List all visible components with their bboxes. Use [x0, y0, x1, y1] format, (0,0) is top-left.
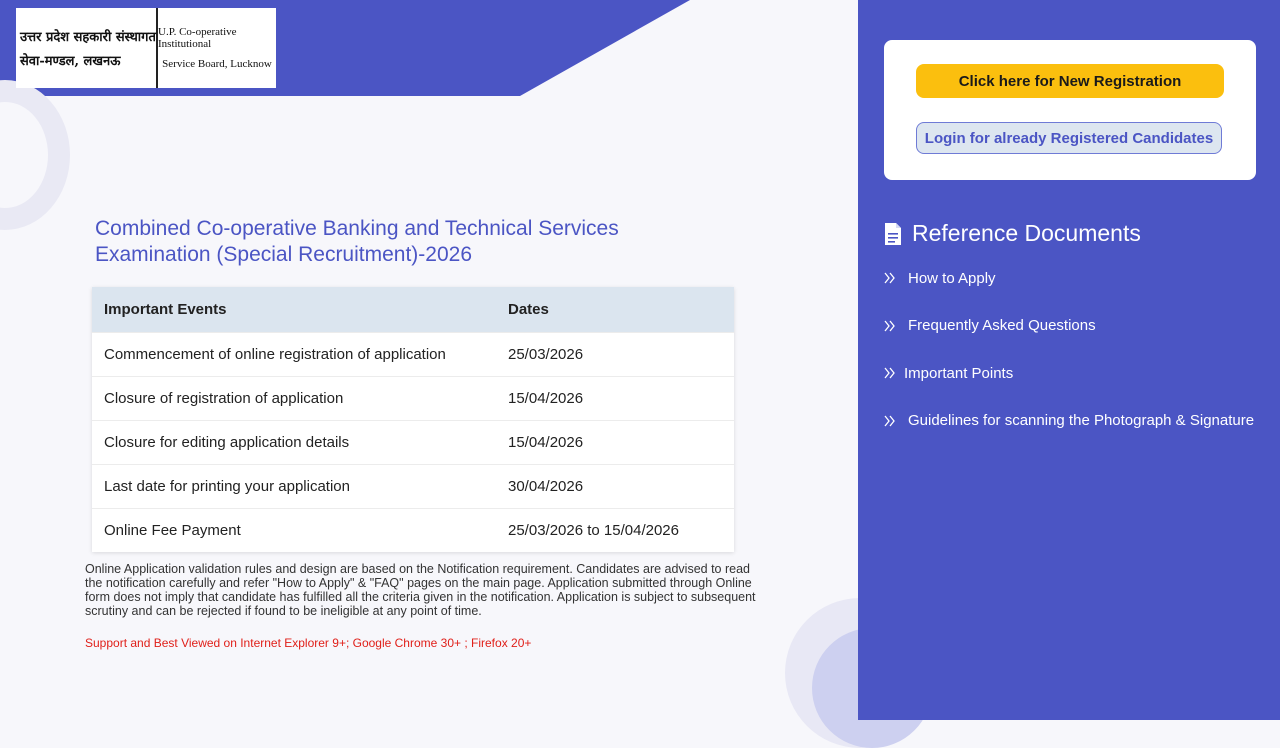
- browser-support-text: Support and Best Viewed on Internet Explorer 9+; Google Chrome 30+ ; Firefox 20+: [85, 636, 532, 650]
- link-how-to-apply[interactable]: [884, 266, 1254, 290]
- exam-title: Combined Co-operative Banking and Technical Services Examination (Special Recruitment)-2026: [95, 217, 619, 266]
- link-faq[interactable]: [884, 314, 1254, 338]
- table-row: [92, 421, 734, 465]
- logo-english-line1: U.P. Co-operative Institutional: [158, 26, 237, 50]
- double-chevron-right-icon: [884, 320, 896, 332]
- important-events-table: [92, 287, 734, 552]
- sidebar: [858, 0, 1280, 720]
- link-label[interactable]: Guidelines for scanning the Photograph & Signature: [908, 412, 1255, 429]
- board-logo: [16, 8, 276, 88]
- decorative-circle: [0, 80, 70, 230]
- date-cell: 30/04/2026: [507, 465, 734, 509]
- double-chevron-right-icon: [884, 367, 896, 379]
- logo-english-line2: Service Board, Lucknow: [162, 58, 272, 70]
- logo-hindi-line1: उत्तर प्रदेश सहकारी संस्थागत: [20, 30, 156, 45]
- document-icon: [884, 223, 902, 245]
- table-row: [92, 465, 734, 509]
- notice-text: Online Application validation rules and design are based on the Notification requirement. Candidates are advised to read the notification carefully and refer "How to Apply" & "FAQ" pages on the main page. Application submitted through Online form does not imply that candidate has fulfilled all the criteria given in the notification. Application is subject to subsequent scrutiny and can be rejected if found to be ineligible at any point of time.: [85, 562, 756, 618]
- date-cell: 15/04/2026: [507, 377, 734, 421]
- registration-card: [884, 40, 1256, 180]
- logo-hindi: [16, 8, 158, 88]
- table-row: [92, 377, 734, 421]
- reference-documents-heading: [884, 220, 1141, 247]
- link-important-points[interactable]: [884, 361, 1254, 385]
- link-label[interactable]: Frequently Asked Questions: [908, 317, 1096, 334]
- double-chevron-right-icon: [884, 272, 896, 284]
- link-label[interactable]: How to Apply: [908, 269, 996, 287]
- event-cell: Online Fee Payment: [92, 509, 507, 553]
- new-registration-button[interactable]: Click here for New Registration: [916, 64, 1224, 98]
- reference-heading-text: Reference Documents: [912, 220, 1141, 246]
- reference-links: [884, 266, 1254, 456]
- event-cell: Closure for editing application details: [92, 421, 507, 465]
- table-header-row: [92, 287, 734, 333]
- column-header-dates: Dates: [507, 287, 734, 333]
- event-cell: Commencement of online registration of application: [92, 333, 507, 377]
- date-cell: 25/03/2026: [507, 333, 734, 377]
- date-cell: 15/04/2026: [507, 421, 734, 465]
- table-row: [92, 509, 734, 553]
- date-cell: 25/03/2026 to 15/04/2026: [507, 509, 734, 553]
- link-photo-signature-guidelines[interactable]: [884, 409, 1254, 433]
- table-row: [92, 333, 734, 377]
- link-label[interactable]: Important Points: [904, 364, 1014, 382]
- event-cell: Closure of registration of application: [92, 377, 507, 421]
- column-header-events: Important Events: [92, 287, 507, 333]
- event-cell: Last date for printing your application: [92, 465, 507, 509]
- double-chevron-right-icon: [884, 415, 896, 427]
- login-button[interactable]: Login for already Registered Candidates: [916, 122, 1222, 154]
- logo-hindi-line2: सेवा-मण्डल, लखनऊ: [20, 54, 121, 69]
- logo-english: [158, 8, 276, 88]
